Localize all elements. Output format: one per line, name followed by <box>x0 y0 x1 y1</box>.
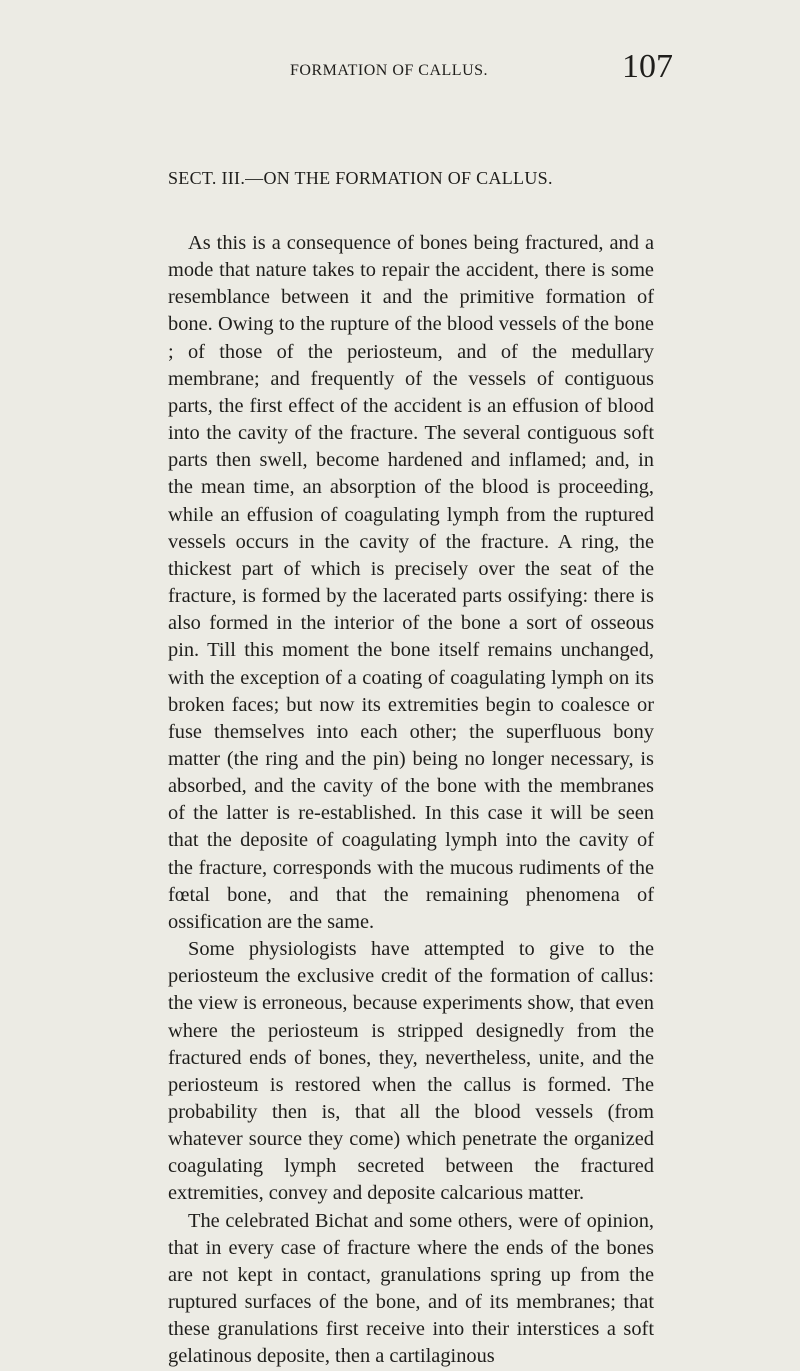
running-head: FORMATION OF CALLUS. <box>290 62 489 79</box>
paragraph: The celebrated Bichat and some others, were of opinion, that in every case of fracture where the ends of the bones are not kept in contact, granulations spring up from the ruptured surfaces of the bone, and of its membranes; that these granulations first receive into their interstices a soft gelatinous deposite, then a cartilaginous <box>168 1209 654 1368</box>
section-title: SECT. III.—ON THE FORMATION OF CALLUS. <box>168 168 553 188</box>
paragraph: Some physiologists have attempted to give to the periosteum the exclusive credit of the formation of callus: the view is erroneous, because experiments show, that even where the periosteum is stripped designedly from the fractured ends of bones, they, nevertheless, unite, and the periosteum is restored when the callus is formed. The probability then is, that all the blood vessels (from whatever source they come) which penetrate the organized coagulating lymph secreted between the fractured extremities, convey and deposite calcarious matter. <box>168 938 654 1205</box>
page-number: 107 <box>622 48 673 85</box>
body-text <box>168 230 654 1371</box>
paragraph: As this is a consequence of bones being fractured, and a mode that nature takes to repair the accident, there is some resemblance between it and the primitive formation of bone. Owing to the rupture of the blood vessels of the bone ; of those of the periosteum, and of the medullary membrane; and frequently of the vessels of contiguous parts, the first effect of the accident is an effusion of blood into the cavity of the fracture. The several contiguous soft parts then swell, become hardened and inflamed; and, in the mean time, an absorption of the blood is proceeding, while an effusion of coagulating lymph from the ruptured vessels occurs in the cavity of the fracture. A ring, the thickest part of which is precisely over the seat of the fracture, is formed by the lacerated parts ossifying: there is also formed in the interior of the bone a sort of osseous pin. Till this moment the bone itself remains unchanged, with the exception of a coating of coagulating lymph on its broken faces; but now its extremities begin to coalesce or fuse themselves into each other; the superfluous bony matter (the ring and the pin) being no longer necessary, is absorbed, and the cavity of the bone with the membranes of the latter is re-established. In this case it will be seen that the deposite of coagulating lymph into the cavity of the fracture, corresponds with the mucous rudiments of the fœtal bone, and that the remaining phenomena of ossification are the same. <box>168 232 654 933</box>
